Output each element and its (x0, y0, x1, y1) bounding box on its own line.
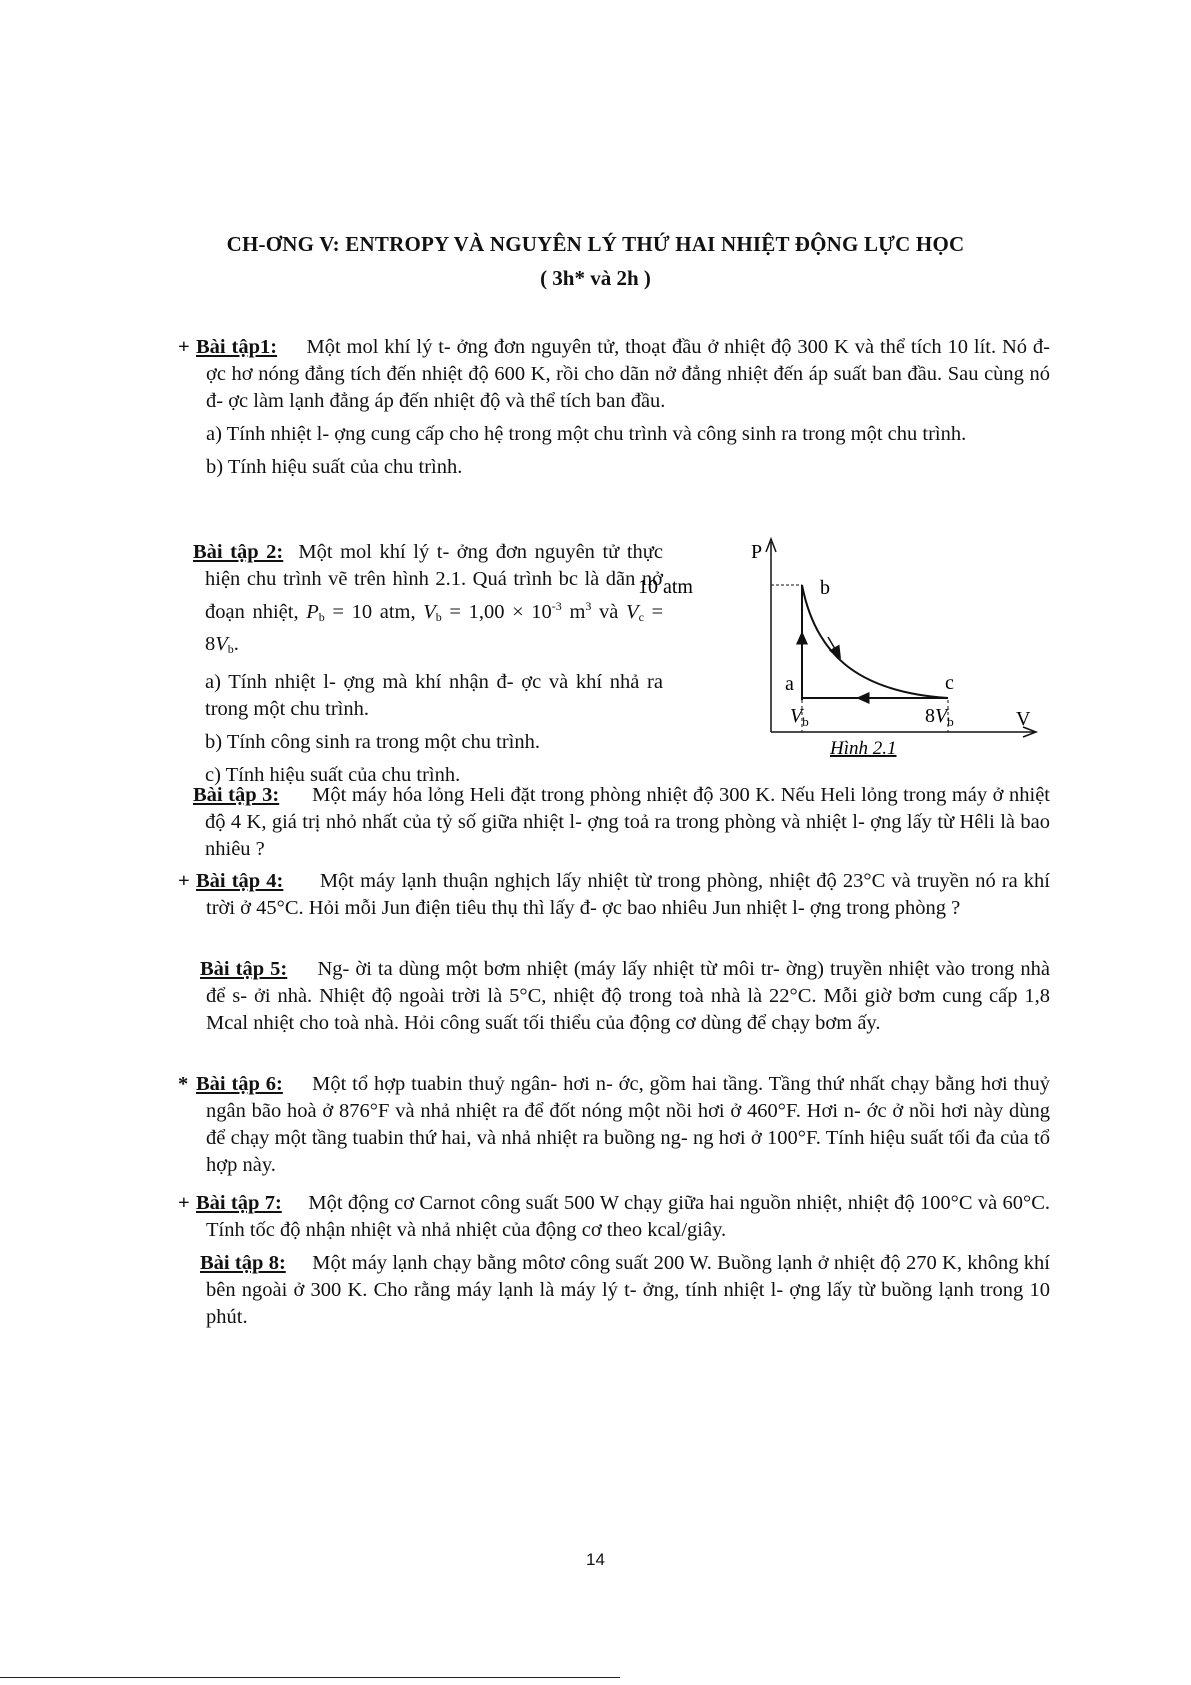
exercise-6 (178, 1071, 1050, 1179)
vb-tick-v: V (790, 705, 803, 727)
page-number: 14 (586, 1550, 605, 1569)
exercise-2-unit: m (569, 601, 586, 623)
exercise-7 (178, 1190, 1050, 1244)
figure-caption: Hình 2.1 (830, 738, 897, 759)
footer-divider (0, 1677, 620, 1678)
exercise-5 (200, 956, 1050, 1037)
exercise-6-label: Bài tập 6: (196, 1073, 283, 1095)
vc-tick-v: V (935, 705, 948, 727)
exercise-4 (178, 868, 1050, 922)
exercise-2-vc-subscript: c (638, 610, 644, 624)
exercise-2-vc-value: = 8 (205, 601, 664, 655)
exercise-1-part-b: b) Tính hiệu suất của chu trình. (206, 456, 463, 478)
exercise-1-label: Bài tập1: (196, 336, 278, 358)
exercise-2-vc-symbol: V (626, 601, 639, 623)
exercise-2 (193, 539, 663, 789)
exercise-2-and: và (599, 601, 619, 623)
chapter-subtitle: ( 3h* và 2h ) (540, 266, 651, 290)
figure-2-1-pv-diagram (638, 532, 1040, 767)
vc-tick-coef: 8 (925, 705, 935, 727)
vc-tick-subscript: b (947, 714, 954, 729)
y-axis-label: P (751, 541, 763, 563)
exercise-2-p-symbol: P (306, 601, 319, 623)
exercise-2-vc-v: V (215, 633, 228, 655)
exercise-2-unit-exponent: 3 (585, 599, 592, 613)
exercise-5-text: Ng- ời ta dùng một bơm nhiệt (máy lấy nhiệt từ môi tr- ờng) truyền nhiệt vào trong nhà để s- ởi nhà. Nhiệt độ ngoài trời là 5°C, nhiệt độ trong toà nhà là 22°C. Mỗi giờ bơm cung cấp 1,8 Mcal nhiệt cho toà nhà. Hỏi công suất tối thiểu của động cơ dùng để chạy bơm ấy. (206, 958, 1050, 1034)
exercise-8-label: Bài tập 8: (200, 1252, 286, 1274)
point-a-label: a (785, 673, 794, 695)
exercise-2-period: . (233, 633, 239, 655)
exercise-3 (193, 782, 1050, 863)
exercise-1 (178, 334, 1050, 481)
exercise-7-marker: + (178, 1192, 190, 1214)
exercise-4-marker: + (178, 870, 190, 892)
exercise-6-marker: * (178, 1073, 189, 1095)
exercise-6-text: Một tổ hợp tuabin thuỷ ngân- hơi n- ớc, gồm hai tầng. Tầng thứ nhất chạy bằng hơi thuỷ ngân bão hoà ở 876°F và nhả nhiệt ra để đốt nóng một nồi hơi ở 460°F. Hơi n- ớc ở nồi hơi này dùng để chạy một tầng tuabin thứ hai, và nhả nhiệt ra buồng ng- ng hơi ở 100°F. Tính hiệu suất tối đa của tổ hợp này. (206, 1073, 1050, 1176)
exercise-1-part-a: a) Tính nhiệt l- ợng cung cấp cho hệ trong một chu trình và công sinh ra trong một chu trình. (206, 423, 967, 445)
exercise-3-label: Bài tập 3: (193, 784, 280, 806)
exercise-2-vb-symbol: V (423, 601, 436, 623)
exercise-2-label: Bài tập 2: (193, 541, 284, 563)
exercise-7-label: Bài tập 7: (196, 1192, 282, 1214)
exercise-3-text: Một máy hóa lỏng Heli đặt trong phòng nhiệt độ 300 K. Nếu Heli lỏng trong máy ở nhiệt độ 4 K, giá trị nhỏ nhất của tỷ số giữa nhiệt l- ợng toả ra trong phòng và nhiệt l- ợng lấy từ Hêli là bao nhiêu ? (205, 784, 1050, 860)
exercise-1-marker: + (178, 336, 190, 358)
exercise-2-p-subscript: b (318, 610, 325, 624)
exercise-8 (200, 1250, 1050, 1331)
exercise-2-vc-v-subscript: b (227, 642, 234, 656)
exercise-2-text: Một mol khí lý t- ởng đơn nguyên tử thực hiện chu trình vẽ trên hình 2.1. Quá trình bc là dãn nở đoạn nhiệt, (205, 541, 663, 623)
exercise-2-vb-subscript: b (435, 610, 442, 624)
exercise-2-part-a: a) Tính nhiệt l- ợng mà khí nhận đ- ợc và khí nhả ra trong một chu trình. (205, 671, 663, 720)
exercise-2-p-value: = 10 atm, (332, 601, 416, 623)
x-axis-label: V (1016, 708, 1031, 730)
process-bc-adiabat (802, 585, 948, 698)
chapter-title: CH-ƠNG V: ENTROPY VÀ NGUYÊN LÝ THỨ HAI NHIỆT ĐỘNG LỰC HỌC (226, 232, 965, 256)
point-b-label: b (820, 577, 830, 599)
vb-tick-label (790, 705, 809, 729)
exercise-2-part-b: b) Tính công sinh ra trong một chu trình. (205, 731, 540, 753)
exercise-8-text: Một máy lạnh chạy bằng môtơ công suất 200 W. Buồng lạnh ở nhiệt độ 270 K, không khí bên ngoài ở 300 K. Cho rằng máy lạnh là máy lý t- ởng, tính nhiệt l- ợng lấy từ buồng lạnh trong 10 phút. (206, 1252, 1050, 1328)
point-c-label: c (945, 672, 954, 694)
pressure-label: 10 atm (638, 576, 693, 598)
vc-tick-label (925, 705, 954, 729)
exercise-4-label: Bài tập 4: (196, 870, 284, 892)
vb-tick-subscript: b (802, 714, 809, 729)
exercise-7-text: Một động cơ Carnot công suất 500 W chạy giữa hai nguồn nhiệt, nhiệt độ 100°C và 60°C. Tính tốc độ nhận nhiệt và nhả nhiệt của động cơ theo kcal/giây. (206, 1192, 1050, 1241)
exercise-4-text: Một máy lạnh thuận nghịch lấy nhiệt từ trong phòng, nhiệt độ 23°C và truyền nó ra khí trời ở 45°C. Hỏi mỗi Jun điện tiêu thụ thì lấy đ- ợc bao nhiêu Jun nhiệt l- ợng trong phòng ? (206, 870, 1050, 919)
exercise-2-vb-value: = 1,00 × 10 (449, 601, 552, 623)
exercise-2-part-c: c) Tính hiệu suất của chu trình. (205, 764, 461, 786)
exercise-1-text: Một mol khí lý t- ởng đơn nguyên tử, thoạt đầu ở nhiệt độ 300 K và thể tích 10 lít. Nó đ- ợc hơ nóng đẳng tích đến nhiệt độ 600 K, rồi cho dãn nở đẳng nhiệt đến áp suất ban đầu. Sau cùng nó đ- ợc làm lạnh đẳng áp đến nhiệt độ và thể tích ban đầu. (206, 336, 1050, 412)
exercise-2-vb-exponent: -3 (551, 599, 562, 613)
exercise-5-label: Bài tập 5: (200, 958, 288, 980)
